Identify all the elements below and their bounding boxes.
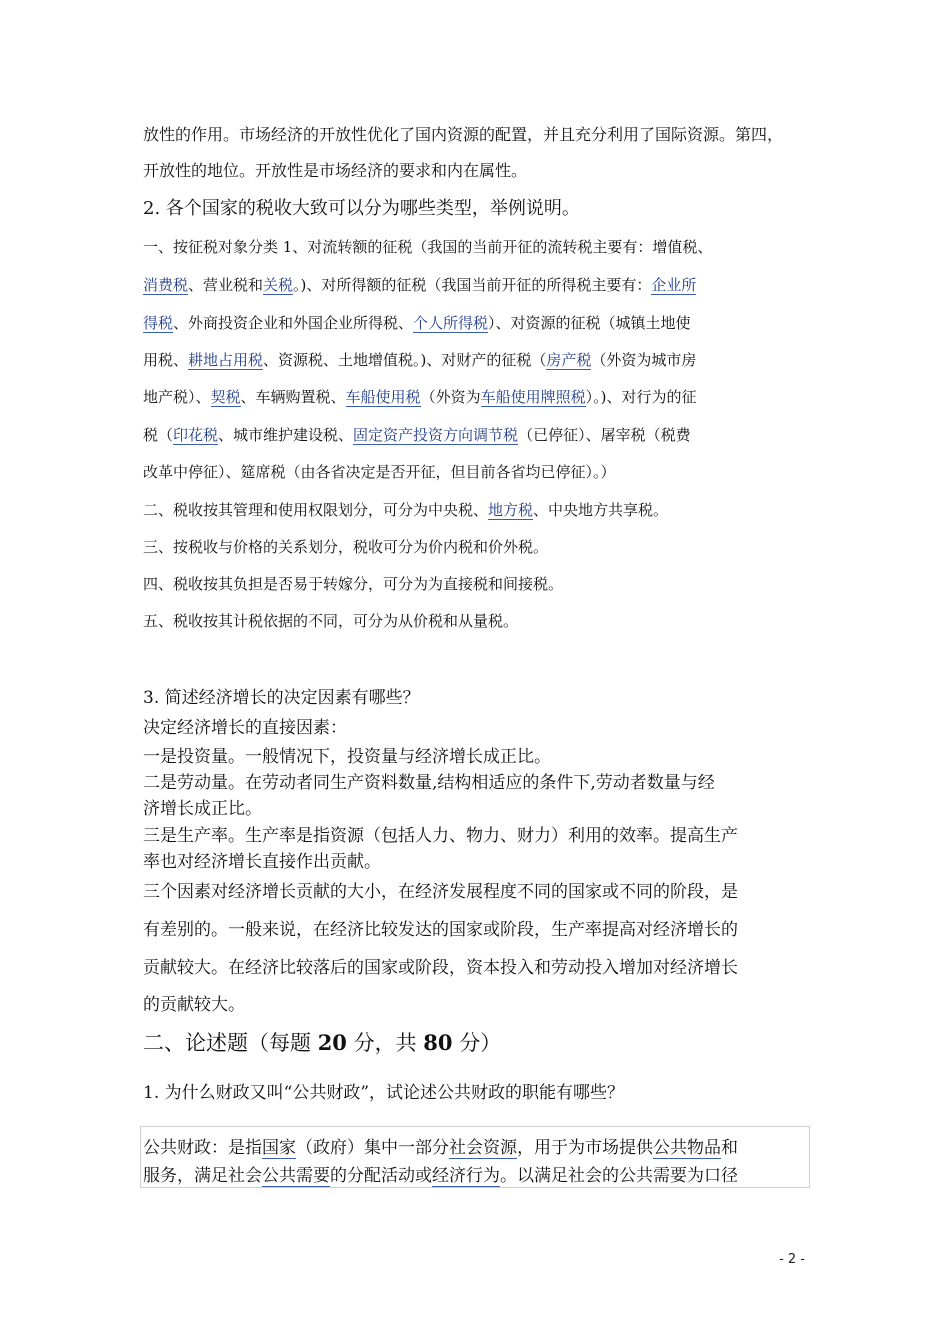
paragraph-line: 放性的作用。市场经济的开放性优化了国内资源的配置，并且充分利用了国际资源。第四， bbox=[143, 125, 784, 144]
link-state[interactable]: 国家 bbox=[262, 1138, 296, 1158]
q2-line-4: 用税、耕地占用税、资源税、土地增值税。)、对财产的征税（房产税（外资为城市房 bbox=[143, 351, 697, 369]
q2-line-6: 税（印花税、城市维护建设税、固定资产投资方向调节税（已停征）、屠宰税（税费 bbox=[143, 426, 691, 444]
link-local-tax[interactable]: 地方税 bbox=[488, 501, 534, 519]
question-2-title: 2. 各个国家的税收大致可以分为哪些类型，举例说明。 bbox=[143, 198, 580, 219]
link-corporate-income-tax[interactable]: 企业所 bbox=[651, 276, 697, 294]
section-heading-essay: 二、论述题（每题 20 分，共 80 分） bbox=[143, 1030, 502, 1055]
q3-line-1: 决定经济增长的直接因素： bbox=[143, 718, 347, 738]
q3-line-2: 一是投资量。一般情况下，投资量与经济增长成正比。 bbox=[143, 747, 551, 767]
q3-line-10: 的贡献较大。 bbox=[143, 995, 245, 1015]
q3-line-7: 三个因素对经济增长贡献的大小，在经济发展程度不同的国家或不同的阶段，是 bbox=[143, 882, 738, 902]
link-deed-tax[interactable]: 契税 bbox=[210, 388, 241, 406]
q3-line-9: 贡献较大。在经济比较落后的国家或阶段，资本投入和劳动投入增加对经济增长 bbox=[143, 958, 738, 978]
link-stamp-tax[interactable]: 印花税 bbox=[173, 426, 219, 444]
link-personal-income-tax[interactable]: 个人所得税 bbox=[413, 314, 489, 332]
question-3-title: 3. 简述经济增长的决定因素有哪些？ bbox=[143, 688, 420, 708]
link-tariff[interactable]: 关税 bbox=[263, 276, 294, 294]
link-corporate-income-tax-cont[interactable]: 得税 bbox=[143, 314, 174, 332]
link-property-tax[interactable]: 房产税 bbox=[546, 351, 592, 369]
q2-point-5: 五、税收按其计税依据的不同，可分为从价税和从量税。 bbox=[143, 612, 519, 630]
q3-line-3: 二是劳动量。在劳动者同生产资料数量,结构相适应的条件下,劳动者数量与经 bbox=[143, 773, 715, 793]
q3-line-4: 济增长成正比。 bbox=[143, 799, 262, 819]
page-number: - 2 - bbox=[779, 1252, 805, 1267]
link-public-needs[interactable]: 公共需要 bbox=[262, 1166, 330, 1186]
link-investment-direction-tax[interactable]: 固定资产投资方向调节税 bbox=[353, 426, 519, 444]
link-economic-behavior[interactable]: 经济行为 bbox=[432, 1166, 500, 1186]
q2-point-3: 三、按税收与价格的关系划分，税收可分为价内税和价外税。 bbox=[143, 538, 549, 556]
q2-line-2: 消费税、营业税和关税。)、对所得额的征税（我国当前开征的所得税主要有：企业所 bbox=[143, 276, 697, 294]
q3-line-8: 有差别的。一般来说，在经济比较发达的国家或阶段，生产率提高对经济增长的 bbox=[143, 920, 738, 940]
essay-answer-line-2: 服务，满足社会公共需要的分配活动或经济行为。以满足社会的公共需要为口径 bbox=[143, 1166, 738, 1186]
link-vehicle-license-tax[interactable]: 车船使用牌照税 bbox=[480, 388, 586, 406]
q3-line-5: 三是生产率。生产率是指资源（包括人力、物力、财力）利用的效率。提高生产 bbox=[143, 826, 738, 846]
q3-line-6: 率也对经济增长直接作出贡献。 bbox=[143, 852, 381, 872]
q2-point-4: 四、税收按其负担是否易于转嫁分，可分为为直接税和间接税。 bbox=[143, 575, 564, 593]
link-vehicle-usage-tax[interactable]: 车船使用税 bbox=[345, 388, 421, 406]
q2-line-3: 得税、外商投资企业和外国企业所得税、个人所得税）、对资源的征税（城镇土地使 bbox=[143, 314, 691, 332]
essay-question-1-title: 1. 为什么财政又叫“公共财政”，试论述公共财政的职能有哪些？ bbox=[143, 1083, 625, 1103]
q2-point-2: 二、税收按其管理和使用权限划分，可分为中央税、地方税、中央地方共享税。 bbox=[143, 501, 669, 519]
paragraph-line: 开放性的地位。开放性是市场经济的要求和内在属性。 bbox=[143, 161, 528, 180]
link-farmland-occupation-tax[interactable]: 耕地占用税 bbox=[188, 351, 264, 369]
essay-answer-line-1: 公共财政：是指国家（政府）集中一部分社会资源，用于为市场提供公共物品和 bbox=[143, 1138, 738, 1158]
q2-line-1: 一、按征税对象分类 1、对流转额的征税（我国的当前开征的流转税主要有：增值税、 bbox=[143, 238, 713, 256]
link-consumption-tax[interactable]: 消费税 bbox=[143, 276, 189, 294]
q2-line-5: 地产税）、契税、车辆购置税、车船使用税（外资为车船使用牌照税）。)、对行为的征 bbox=[143, 388, 697, 406]
link-public-goods[interactable]: 公共物品 bbox=[653, 1138, 721, 1158]
q2-line-7: 改革中停征）、筵席税（由各省决定是否开征，但目前各省均已停征）。） bbox=[143, 463, 616, 481]
link-social-resources[interactable]: 社会资源 bbox=[449, 1138, 517, 1158]
